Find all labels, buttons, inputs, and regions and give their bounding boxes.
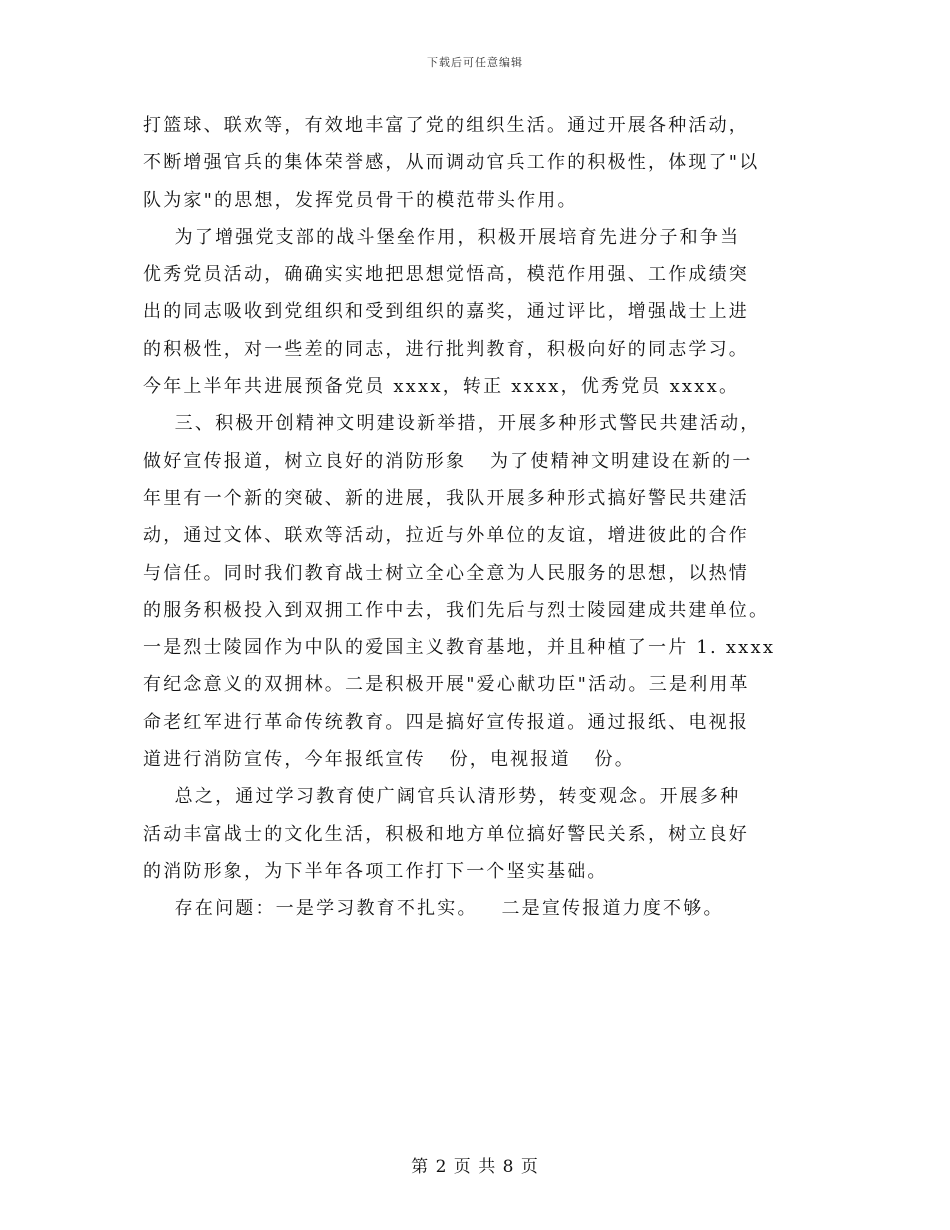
page-number-footer: 第 2 页 共 8 页 <box>411 1157 539 1177</box>
text-line: 存在问题：一是学习教育不扎实。 二是宣传报道力度不够。 <box>143 898 724 920</box>
text-line: 为了增强党支部的战斗堡垒作用，积极开展培育先进分子和争当 <box>143 226 741 248</box>
text-line: 三、积极开创精神文明建设新举措，开展多种形式警民共建活动， <box>143 413 761 435</box>
text-line: 的消防形象，为下半年各项工作打下一个坚实基础。 <box>143 860 608 882</box>
text-line: 与信任。同时我们教育战士树立全心全意为人民服务的思想，以热情 <box>143 562 749 584</box>
text-line: 的服务积极投入到双拥工作中去，我们先后与烈士陵园建成共建单位。 <box>143 599 770 621</box>
text-line: 有纪念意义的双拥林。二是积极开展"爱心献功臣"活动。三是利用革 <box>143 674 750 696</box>
text-line: 一是烈士陵园作为中队的爱国主义教育基地，并且种植了一片 1. xxxx <box>143 637 776 659</box>
text-line: 不断增强官兵的集体荣誉感，从而调动官兵工作的积极性，体现了"以 <box>143 152 760 174</box>
document-body <box>143 107 813 928</box>
text-line: 出的同志吸收到党组织和受到组织的嘉奖，通过评比，增强战士上进 <box>143 301 749 323</box>
text-line: 年里有一个新的突破、新的进展，我队开展多种形式搞好警民共建活 <box>143 487 749 509</box>
text-line: 命老红军进行革命传统教育。四是搞好宣传报道。通过报纸、电视报 <box>143 711 749 733</box>
text-line: 动，通过文体、联欢等活动，拉近与外单位的友谊，增进彼此的合作 <box>143 525 749 547</box>
text-line: 今年上半年共进展预备党员 xxxx，转正 xxxx，优秀党员 xxxx。 <box>143 376 740 398</box>
text-line: 优秀党员活动，确确实实地把思想觉悟高，模范作用强、工作成绩突 <box>143 264 749 286</box>
text-line: 打篮球、联欢等，有效地丰富了党的组织生活。通过开展各种活动， <box>143 115 749 136</box>
text-line: 队为家"的思想，发挥党员骨干的模范带头作用。 <box>143 189 578 211</box>
text-line: 做好宣传报道，树立良好的消防形象 为了使精神文明建设在新的一 <box>143 450 753 472</box>
text-line: 总之，通过学习教育使广阔官兵认清形势，转变观念。开展多种 <box>143 786 741 808</box>
text-line: 活动丰富战士的文化生活，积极和地方单位搞好警民关系，树立良好 <box>143 823 749 845</box>
page-header-note: 下载后可任意编辑 <box>427 56 523 69</box>
text-line: 道进行消防宣传，今年报纸宣传 份，电视报道 份。 <box>143 749 635 771</box>
text-line: 的积极性，对一些差的同志，进行批判教育，积极向好的同志学习。 <box>143 338 749 360</box>
